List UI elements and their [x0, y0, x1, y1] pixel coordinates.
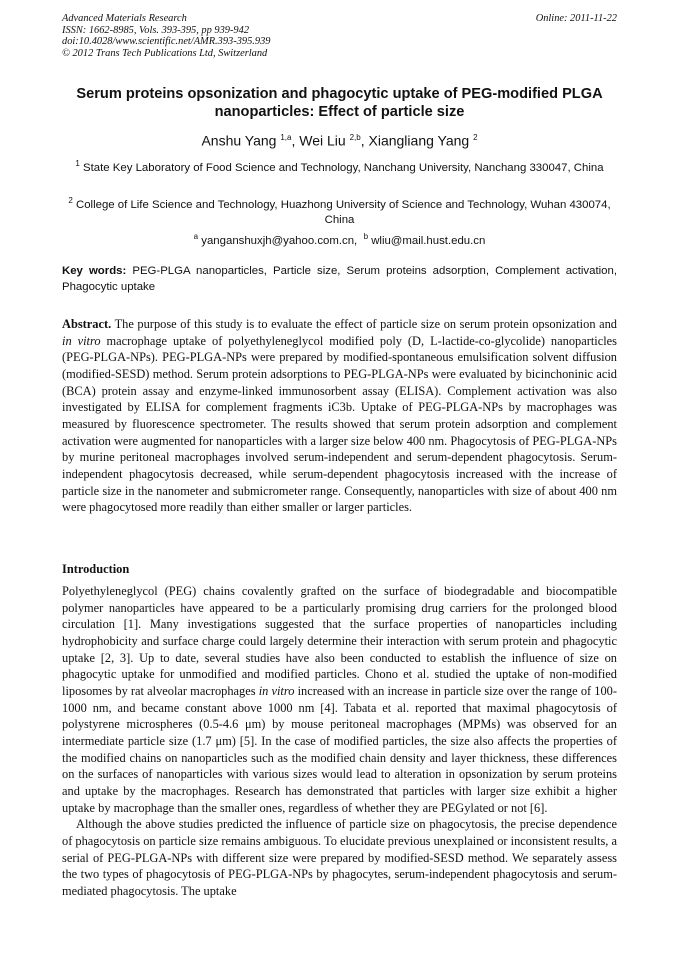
- affiliation-text: College of Life Science and Technology, Huazhong University of Science and Technology, Wuhan 430074, China: [75, 198, 611, 226]
- journal-header: [62, 13, 617, 59]
- keywords-label: Key words:: [62, 265, 127, 277]
- affiliation-superscript: 1: [75, 159, 80, 168]
- journal-copyright: © 2012 Trans Tech Publications Ltd, Switzerland: [62, 47, 268, 59]
- email-address: yanganshuxjh@yahoo.com.cn,: [201, 234, 358, 247]
- affiliation: [62, 156, 617, 176]
- author-name: Anshu Yang: [201, 132, 277, 149]
- paragraph-italic: in vitro: [258, 683, 295, 698]
- author-superscript: 2,b: [349, 133, 361, 142]
- paragraph-text: Although the above studies predicted the influence of particle size on phagocytosis, the precise dependence of phagocytosis on particle size remains ambiguous. To elucidate previous unexplained or inconsistent results, a serial of PEG-PLGA-NPs with different size were prepared by modified-SESD method. We separately assess the two types of phagocytosis of PEG-PLGA-NPs by phagocytes, serum-independent phagocytosis and serum-mediated phagocytosis. The uptake: [62, 817, 617, 898]
- keywords: [62, 264, 617, 295]
- author-name: Wei Liu: [299, 132, 346, 149]
- paragraph: [62, 816, 617, 899]
- keywords-text: PEG-PLGA nanoparticles, Particle size, Serum proteins adsorption, Complement activation, Phagocytic uptake: [62, 265, 617, 293]
- author-superscript: 1,a: [280, 133, 292, 142]
- email-address: wliu@mail.hust.edu.cn: [371, 234, 486, 247]
- paragraph: [62, 583, 617, 816]
- online-date: Online: 2011-11-22: [535, 13, 617, 24]
- journal-issn: ISSN: 1662-8985, Vols. 393-395, pp 939-942: [62, 24, 250, 36]
- abstract-italic: in vitro: [62, 333, 101, 348]
- email-line: [62, 229, 617, 249]
- paper-title: Serum proteins opsonization and phagocytic uptake of PEG-modified PLGA nanoparticles: Effect of particle size: [76, 86, 603, 120]
- journal-doi: doi:10.4028/www.scientific.net/AMR.393-395.939: [62, 36, 271, 47]
- author-name: Xiangliang Yang: [368, 132, 470, 149]
- abstract: [62, 316, 617, 516]
- abstract-label: Abstract.: [62, 317, 112, 331]
- affiliation-text: State Key Laboratory of Food Science and Technology, Nanchang University, Nanchang 330047, China: [83, 161, 604, 174]
- abstract-text: macrophage uptake of polyethyleneglycol modified poly (D, L-lactide-co-glycolide) nanoparticles (PEG-PLGA-NPs). PEG-PLGA-NPs were prepared by modified-spontaneous emulsification solvent diffusion (modified-SESD) method. Serum protein adsorptions to PEG-PLGA-NPs were evaluated by bicinchoninic acid (BCA) protein assay and enzyme-linked immunosorbent assay (ELISA). Complement activation was also investigated by ELISA for complement fragments iC3b. Uptake of PEG-PLGA-NPs by macrophages was measured by fluorescence spectrometer. The results showed that serum protein adsorption and complement activation were augmented for nanoparticles with a larger size below 400 nm. Phagocytosis of PEG-PLGA-NPs by murine peritoneal macrophages involved serum-independent and serum-dependent phagocytosis. Serum-independent phagocytosis decreased, while serum-dependent phagocytosis increased with the increase of particle size in the nanometer and submicrometer range. Consequently, nanoparticles with size of about 400 nm were phagocytosed more readily than either smaller or larger particles.: [62, 333, 617, 515]
- abstract-text: The purpose of this study is to evaluate the effect of particle size on serum protein opsonization and: [114, 317, 617, 331]
- affiliation: [62, 193, 617, 228]
- email-superscript: a: [193, 232, 199, 241]
- section-heading: Introduction: [62, 562, 130, 576]
- affiliation-superscript: 2: [68, 196, 73, 205]
- author-superscript: 2: [473, 133, 478, 142]
- author-list: Anshu Yang $^{1,a}$, Wei Liu $^{2,b}$, Xiangliang Yang $^2$: [201, 132, 478, 149]
- paragraph-text: Polyethyleneglycol (PEG) chains covalently grafted on the surface of biodegradable and biocompatible polymer nanoparticles have appeared to be a particularly promising drug carriers for the prolonged blood circulation [1]. Many investigations suggested that the surface properties of nanoparticles including hydrophobicity and surface charge could largely determine their interaction with serum protein and phagocytic uptake [2, 3]. Up to date, several studies have also been conducted to establish the influence of size on phagocytic uptake for unmodified and modified particles. Chono et al. studied the uptake of non-modified liposomes by rat alveolar macrophages: [62, 584, 617, 698]
- paragraph-text: increased with an increase in particle size over the range of 100-1000 nm, and became constant above 1000 nm [4]. Tabata et al. reported that maximal phagocytosis of polystyrene microspheres (0.5-4.6 μm) by mouse peritoneal macrophages (MPMs) was observed for an intermediate particle size (1.7 μm) [5]. In the case of modified particles, the size also affects the properties of the modified chains on nanoparticles such as the modified chain density and layer thickness, these differences on the surfaces of nanoparticles with various sizes would lead to alteration in opsonization by serum proteins and uptake by the macrophages. Research has demonstrated that particles with larger size exhibit a higher uptake by macrophage than the smaller ones, regardless of whether they are PEGylated or not [6].: [62, 683, 617, 815]
- email-superscript: b: [363, 232, 369, 241]
- introduction-body: [62, 583, 617, 899]
- journal-name: Advanced Materials Research: [62, 13, 187, 24]
